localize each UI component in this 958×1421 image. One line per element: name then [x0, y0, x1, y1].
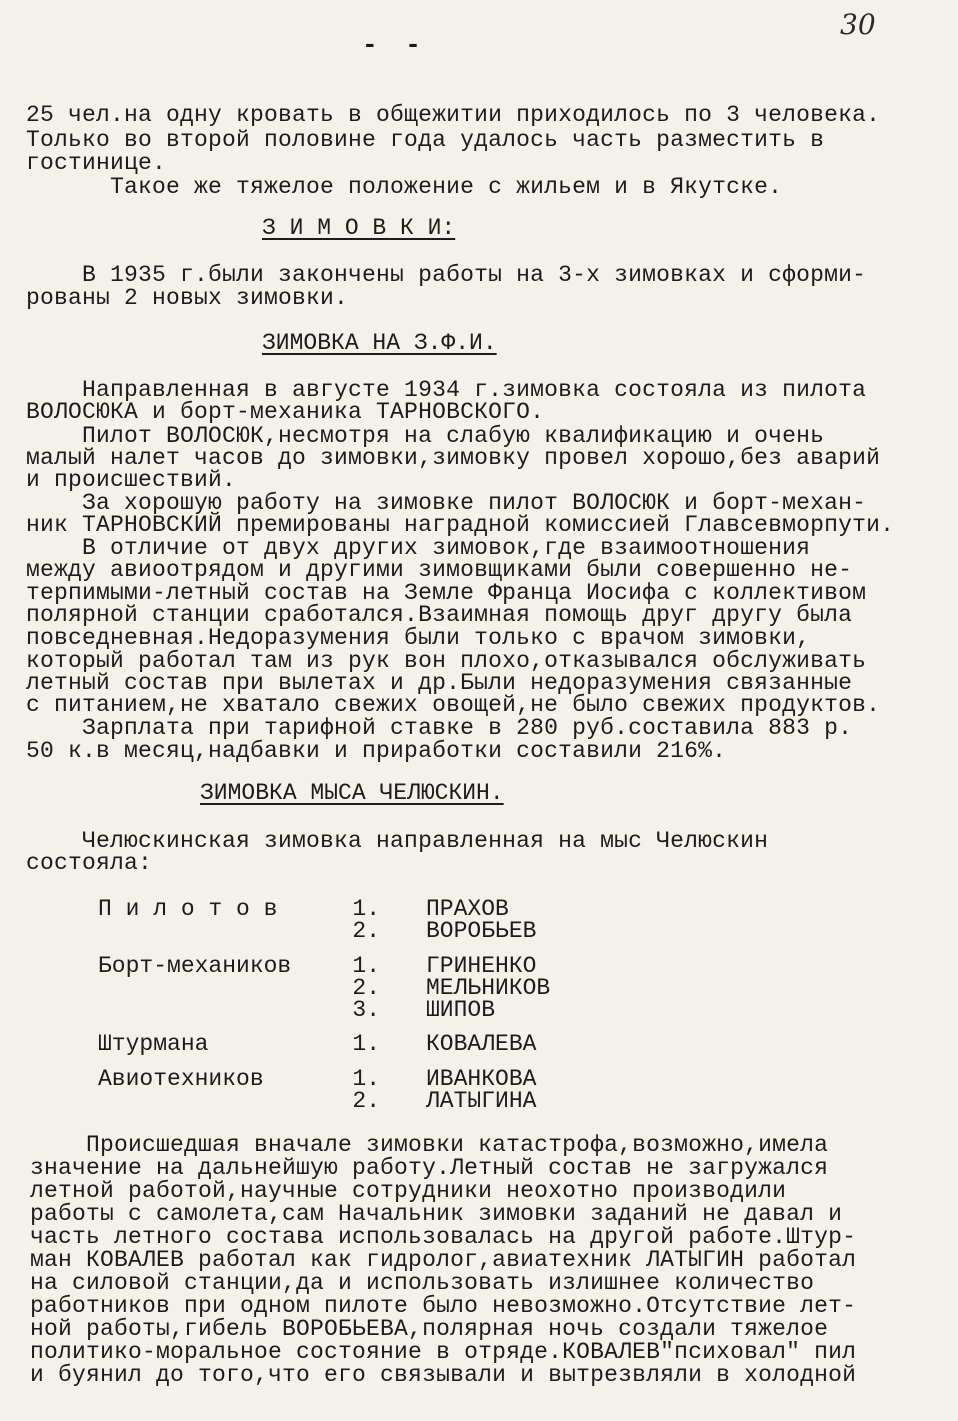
section-heading-chelyuskin: ЗИМОВКА МЫСА ЧЕЛЮСКИН.: [200, 780, 504, 806]
roster-role: П и л о т о в: [98, 896, 278, 922]
section-heading-zimovki: З И М О В К И:: [262, 215, 456, 241]
zfi-line: ник ТАРНОВСКИЙ премированы наградной комиссией Главсевморпути.: [26, 512, 895, 538]
zfi-line: который работал там из рук вон плохо,отказывался обслуживать: [26, 648, 867, 674]
roster-number: 2.: [352, 918, 380, 944]
roster-number: 1.: [352, 896, 380, 922]
roster-role: Штурмана: [98, 1031, 209, 1057]
zfi-line: Направленная в августе 1934 г.зимовка состояла из пилота: [26, 377, 867, 403]
zfi-line: За хорошую работу на зимовке пилот ВОЛОСЮК и борт-механ-: [26, 490, 867, 516]
roster-role: Авиотехников: [98, 1066, 264, 1092]
roster-name: МЕЛЬНИКОВ: [426, 975, 551, 1001]
zfi-line: В отличие от двух других зимовок,где взаимоотношения: [26, 535, 811, 561]
intro-line: 25 чел.на одну кровать в общежитии приходилось по 3 человека.: [26, 102, 881, 128]
zfi-line: терпимыми-летный состав на Земле Франца Иосифа с коллективом: [26, 580, 867, 606]
zfi-line: малый налет часов до зимовки,зимовку провел хорошо,без аварий: [26, 445, 881, 471]
zfi-line: летный состав при вылетах и др.Были недоразумения связанные: [26, 670, 853, 696]
roster-name: ПРАХОВ: [426, 896, 509, 922]
intro-line: гостинице.: [26, 150, 167, 176]
page-top-mark: - -: [362, 30, 427, 60]
final-line: Происшедшая вначале зимовки катастрофа,возможно,имела: [30, 1132, 829, 1158]
roster-number: 1.: [352, 953, 380, 979]
roster-name: ГРИНЕНКО: [426, 953, 537, 979]
chel-intro-line: Челюскинская зимовка направленная на мыс Челюскин: [26, 828, 769, 854]
zfi-line: 50 к.в месяц,надбавки и приработки составили 216%.: [26, 738, 727, 764]
final-line: работы с самолета,сам Начальник зимовки заданий не давал и: [30, 1201, 843, 1227]
roster-role: Борт-механиков: [98, 953, 292, 979]
roster-number: 2.: [352, 975, 380, 1001]
zfi-line: с питанием,не хватало свежих овощей,не было свежих продуктов.: [26, 692, 881, 718]
roster-name: ВОРОБЬЕВ: [426, 918, 537, 944]
zfi-line: ВОЛОСЮКА и борт-механика ТАРНОВСКОГО.: [26, 399, 545, 425]
final-line: значение на дальнейшую работу.Летный состав не загружался: [30, 1155, 829, 1181]
roster-name: КОВАЛЕВА: [426, 1031, 537, 1057]
intro-line: Такое же тяжелое положение с жильем и в Якутске.: [26, 174, 783, 200]
final-line: и буянил до того,что его связывали и вытрезвляли в холодной: [30, 1362, 857, 1388]
zfi-line: Пилот ВОЛОСЮК,несмотря на слабую квалификацию и очень: [26, 423, 825, 449]
zimovki-line: рованы 2 новых зимовки.: [26, 285, 349, 311]
roster-number: 1.: [352, 1031, 380, 1057]
roster-number: 2.: [352, 1088, 380, 1114]
zfi-line: и происшествий.: [26, 467, 237, 493]
final-line: на силовой станции,да и использовать излишнее количество: [30, 1270, 815, 1296]
page-number: 30: [840, 8, 876, 41]
zimovki-line: В 1935 г.были закончены работы на 3-х зимовках и сформи-: [26, 262, 867, 288]
final-line: политико-моральное состояние в отряде.КОВАЛЕВ"психовал" пил: [30, 1339, 857, 1365]
final-line: ман КОВАЛЕВ работал как гидролог,авиатехник ЛАТЫГИН работал: [30, 1247, 857, 1273]
intro-line: Только во второй половине года удалось часть разместить в: [26, 127, 825, 153]
final-line: работников при одном пилоте было невозможно.Отсутствие лет-: [30, 1293, 857, 1319]
chel-intro-line: состояла:: [26, 850, 153, 876]
final-line: часть летного состава использовалась на другой работе.Штур-: [30, 1224, 857, 1250]
roster-number: 3.: [352, 997, 380, 1023]
zfi-line: Зарплата при тарифной ставке в 280 руб.составила 883 р.: [26, 715, 853, 741]
zfi-line: между авиоотрядом и другими зимовщиками были совершенно не-: [26, 557, 853, 583]
roster-name: ИВАНКОВА: [426, 1066, 537, 1092]
roster-name: ШИПОВ: [426, 997, 496, 1023]
final-line: летной работой,научные сотрудники неохотно производили: [30, 1178, 787, 1204]
roster-name: ЛАТЫГИНА: [426, 1088, 537, 1114]
zfi-line: повседневная.Недоразумения были только с врачом зимовки,: [26, 625, 811, 651]
section-heading-zfi: ЗИМОВКА НА З.Ф.И.: [262, 330, 497, 356]
roster-number: 1.: [352, 1066, 380, 1092]
final-line: ной работы,гибель ВОРОБЬЕВА,полярная ночь создали тяжелое: [30, 1316, 829, 1342]
zfi-line: полярной станции сработался.Взаимная помощь друг другу была: [26, 602, 853, 628]
